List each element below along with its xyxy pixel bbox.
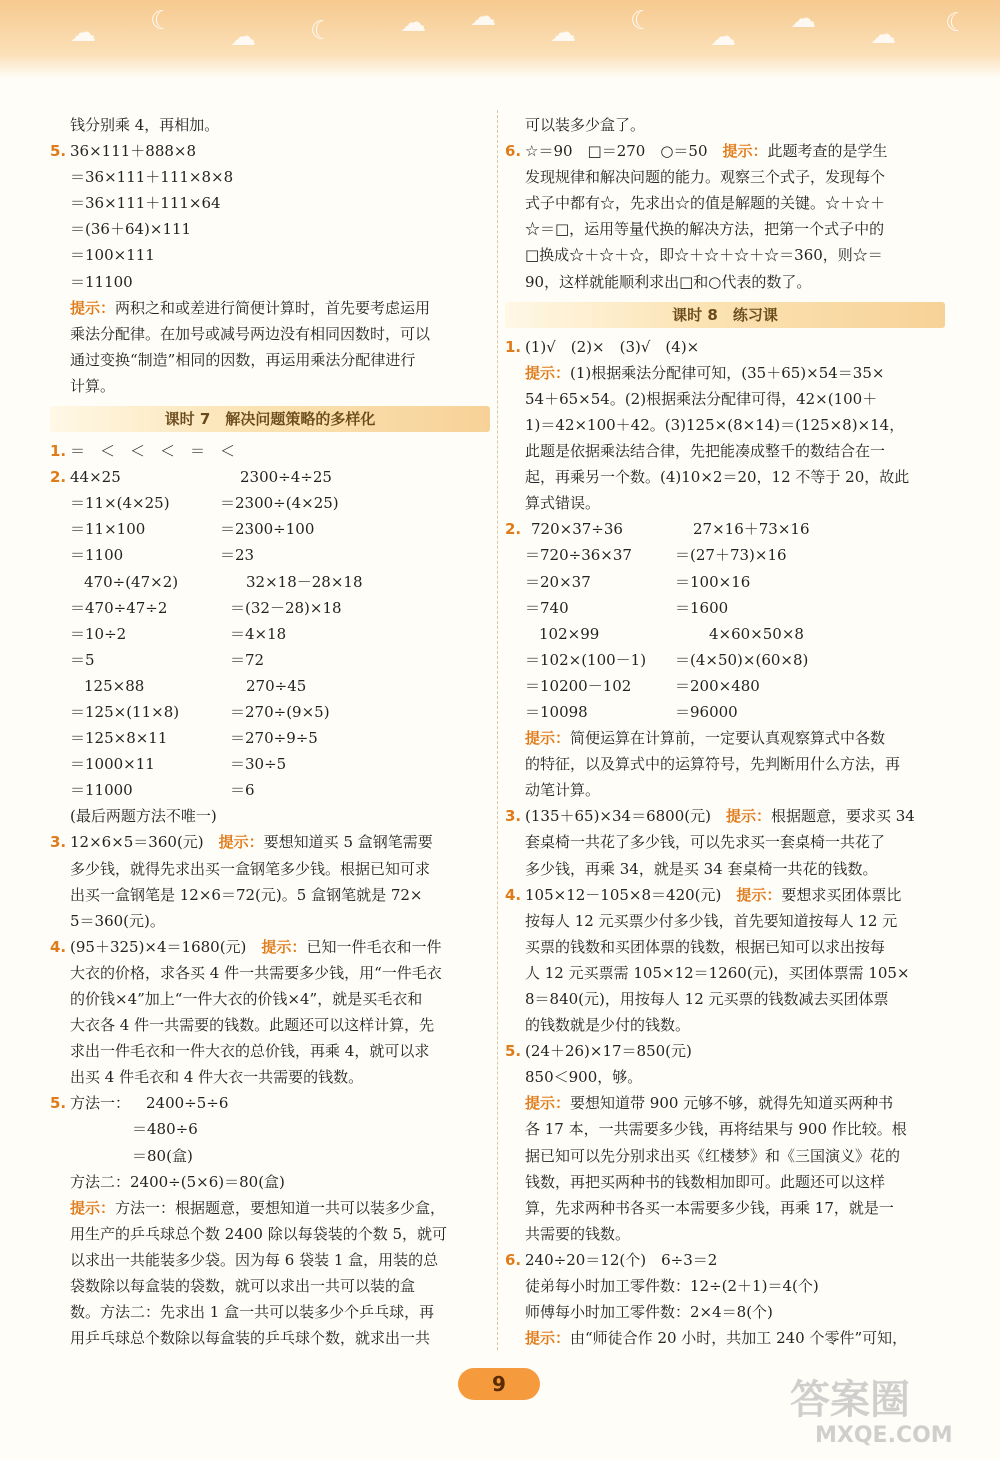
- answer-text: 师傅每小时加工零件数：2×4＝8(个): [525, 1303, 773, 1322]
- question-number: 1.: [50, 442, 67, 461]
- answer-text: 850＜900，够。: [525, 1068, 643, 1087]
- header-banner: [0, 0, 1000, 78]
- equation-line: 470÷(47×2): [84, 572, 179, 591]
- hint-text: 用生产的乒乓球总个数 2400 除以每袋装的个数 5，就可: [70, 1224, 448, 1243]
- hint-text: 求出一件毛衣和一件大衣的总价钱，再乘 4，就可以求: [70, 1042, 430, 1061]
- question-number: 1.: [505, 337, 522, 356]
- hint-text: 各 17 本，一共需要多少钱，再将结果与 900 作比较。根: [525, 1120, 907, 1139]
- hint-text: 5＝360(元)。: [70, 911, 165, 930]
- equation-line: ＝36×111＋111×64: [70, 194, 221, 213]
- hint-text: 式子中都有☆，先求出☆的值是解题的关键。☆＋☆＋: [525, 194, 886, 213]
- answer-text: (1)√ (2)× (3)√ (4)×: [525, 337, 700, 356]
- equation-line: ＝30÷5: [230, 755, 287, 774]
- equation-line: ＝4×18: [230, 624, 287, 643]
- hint-label: 提示：: [736, 885, 782, 904]
- cloud-icon: ☁: [870, 20, 896, 50]
- answer-text: (95＋325)×4＝1680(元): [70, 937, 262, 956]
- hint-label: 提示：: [525, 363, 571, 382]
- moon-icon: ☾: [630, 6, 654, 36]
- answer-text: ＝ ＜ ＜ ＜ ＝ ＜: [70, 442, 236, 461]
- right-column: [505, 112, 945, 1351]
- hint-text: 的钱数就是少付的钱数。: [525, 1016, 691, 1035]
- equation-line: ＝5: [70, 650, 95, 669]
- equation-line: 方法二：2400÷(5×6)＝80(盒): [70, 1172, 285, 1191]
- moon-icon: ☾: [945, 8, 969, 38]
- hint-label: 提示：: [218, 833, 264, 852]
- equation-line: ＝2300÷(4×25): [220, 494, 339, 513]
- hint-text: 数。方法二：先求出 1 盒一共可以装多少个乒乓球，再: [70, 1303, 435, 1322]
- hint-text: 钱数，再把买两种书的钱数相加即可。此题还可以这样: [525, 1172, 886, 1191]
- hint-label: 提示：: [525, 729, 571, 748]
- equation-line: 720×37÷36: [531, 520, 623, 539]
- equation-line: ＝720÷36×37: [525, 546, 632, 565]
- hint-label: 提示：: [70, 1198, 116, 1217]
- equation-line: 2300÷4÷25: [240, 468, 332, 487]
- hint-text: 此题考查的是学生: [767, 142, 888, 161]
- hint-text: 已知一件毛衣和一件: [306, 937, 442, 956]
- hint-text: 要想求买团体票比: [781, 885, 902, 904]
- hint-text: 根据题意，要求买 34: [770, 807, 915, 826]
- equation-line: ＝(4×50)×(60×8): [675, 650, 809, 669]
- watermark-logo: [790, 1368, 995, 1454]
- equation-line: 4×60×50×8: [709, 624, 804, 643]
- hint-label: 提示：: [722, 142, 768, 161]
- question-number: 2.: [505, 520, 522, 539]
- hint-text: 54＋65×54。(2)根据乘法分配律可得，42×(100＋: [525, 389, 878, 408]
- hint-text: 起，再乘另一个数。(4)10×2＝20，12 不等于 20，故此: [525, 468, 910, 487]
- text-line: 可以装多少盒了。: [525, 116, 646, 134]
- equation-line: 27×16＋73×16: [693, 520, 810, 539]
- hint-text: 以求出一共能装多少袋。因为每 6 袋装 1 盒，用装的总: [70, 1250, 439, 1269]
- equation-line: ＝1600: [675, 598, 729, 617]
- equation-line: ＝11×100: [70, 520, 146, 539]
- hint-text: 90，这样就能顺利求出□和○代表的数了。: [525, 272, 812, 291]
- question-number: 6.: [505, 142, 522, 161]
- hint-label: 提示：: [725, 807, 771, 826]
- hint-text: (1)根据乘法分配律可知，(35＋65)×54＝35×: [570, 363, 885, 382]
- hint-text: 要想知道买 5 盒钢笔需要: [263, 833, 433, 852]
- question-number: 5.: [50, 1094, 67, 1113]
- equation-line: ＝(36＋64)×111: [70, 220, 192, 239]
- equation-line: ＝(32－28)×18: [230, 598, 342, 617]
- hint-text: 的特征，以及算式中的运算符号，先判断用什么方法，再: [525, 755, 901, 774]
- equation-line: 102×99: [539, 624, 600, 643]
- equation-line: ＝10098: [525, 702, 588, 721]
- hint-text: 通过变换“制造”相同的因数，再运用乘法分配律进行: [70, 350, 416, 369]
- equation-line: ＝23: [220, 546, 255, 565]
- equation-line: ＝100×111: [70, 246, 155, 265]
- lesson-7-header: 课时 7 解决问题策略的多样化: [50, 406, 490, 432]
- equation-line: ＝1100: [70, 546, 124, 565]
- equation-line: ＝11×(4×25): [70, 494, 170, 513]
- equation-line: 2400÷5÷6: [146, 1094, 229, 1113]
- equation-line: ＝200×480: [675, 676, 760, 695]
- hint-text: 大衣各 4 件一共需要的钱数。此题还可以这样计算，先: [70, 1016, 435, 1035]
- hint-text: □换成☆＋☆＋☆，即☆＋☆＋☆＋☆＝360，则☆＝: [525, 246, 883, 265]
- method-label: 方法一：: [70, 1094, 131, 1113]
- moon-icon: ☾: [310, 16, 334, 46]
- hint-text: 出买一盒钢笔是 12×6＝72(元)。5 盒钢笔就是 72×: [70, 885, 423, 904]
- equation-line: ＝740: [525, 598, 569, 617]
- equation-line: ＝10200－102: [525, 676, 632, 695]
- equation-line: ＝2300÷100: [220, 520, 315, 539]
- hint-text: 袋数除以每盒装的袋数，就可以求出一共可以装的盒: [70, 1277, 416, 1296]
- answer-text: ☆＝90 □＝270 ○＝50: [525, 142, 723, 161]
- cloud-icon: ☁: [230, 22, 256, 52]
- cloud-icon: ☁: [550, 18, 576, 48]
- equation-line: ＝72: [230, 650, 265, 669]
- equation-line: ＝100×16: [675, 572, 751, 591]
- equation-line: 125×88: [84, 676, 145, 695]
- equation-line: ＝96000: [675, 702, 738, 721]
- hint-text: 乘法分配律。在加号或减号两边没有相同因数时，可以: [70, 324, 431, 343]
- equation-line: 270÷45: [246, 676, 307, 695]
- hint-text: 要想知道带 900 元够不够，就得先知道买两种书: [570, 1094, 894, 1113]
- equation-line: 36×111＋888×8: [70, 142, 197, 161]
- moon-icon: ☾: [150, 6, 174, 36]
- hint-text: 出买 4 件毛衣和 4 件大衣一共需要的钱数。: [70, 1068, 364, 1087]
- answer-text: 105×12－105×8＝420(元): [525, 885, 737, 904]
- equation-line: ＝80(盒): [132, 1146, 193, 1165]
- column-divider: [497, 110, 498, 1350]
- question-number: 5.: [505, 1042, 522, 1061]
- question-number: 6.: [505, 1250, 522, 1269]
- hint-text: 1)＝42×100＋42。(3)125×(8×14)＝(125×8)×14，: [525, 415, 905, 434]
- text-line: 钱分别乘 4，再相加。: [70, 116, 220, 134]
- equation-line: 32×18－28×18: [246, 572, 363, 591]
- hint-text: 动笔计算。: [525, 781, 601, 800]
- cloud-icon: ☁: [400, 8, 426, 38]
- answer-text: 12×6×5＝360(元): [70, 833, 219, 852]
- hint-text: 套桌椅一共花了多少钱，可以先求买一套桌椅一共花了: [525, 833, 886, 852]
- answer-text: 徒弟每小时加工零件数：12÷(2＋1)＝4(个): [525, 1277, 819, 1296]
- question-number: 3.: [50, 833, 67, 852]
- answer-text: (135＋65)×34＝6800(元): [525, 807, 726, 826]
- cloud-icon: ☁: [70, 18, 96, 48]
- hint-text: 算式错误。: [525, 494, 601, 513]
- equation-line: ＝270÷9÷5: [230, 729, 318, 748]
- equation-line: ＝125×(11×8): [70, 702, 180, 721]
- left-column: [50, 112, 490, 1351]
- hint-text: 由“师徒合作 20 小时，共加工 240 个零件”可知，: [570, 1329, 908, 1348]
- hint-label: 提示：: [525, 1329, 571, 1348]
- hint-text: 简便运算在计算前，一定要认真观察算式中各数: [570, 729, 886, 748]
- equation-line: ＝1000×11: [70, 755, 155, 774]
- hint-text: 两积之和或差进行简便计算时，首先要考虑运用: [115, 298, 431, 317]
- hint-label: 提示：: [70, 298, 116, 317]
- equation-line: ＝470÷47÷2: [70, 598, 168, 617]
- hint-text: 据已知可以先分别求出买《红楼梦》和《三国演义》花的: [525, 1146, 901, 1165]
- hint-text: 用乒乓球总个数除以每盒装的乒乓球个数，就求出一共: [70, 1329, 431, 1348]
- answer-text: (24＋26)×17＝850(元): [525, 1042, 692, 1061]
- equation-line: ＝36×111＋111×8×8: [70, 168, 234, 187]
- question-number: 2.: [50, 468, 67, 487]
- hint-text: 的价钱×4”加上“一件大衣的价钱×4”，就是买毛衣和: [70, 990, 423, 1008]
- page-number-badge: 9: [458, 1368, 540, 1400]
- hint-text: 此题是依据乘法结合律，先把能凑成整千的数结合在一: [525, 442, 886, 461]
- answer-text: 240÷20＝12(个) 6÷3＝2: [525, 1250, 718, 1269]
- hint-text: 人 12 元买票需 105×12＝1260(元)，买团体票需 105×: [525, 963, 910, 982]
- hint-text: 方法一：根据题意，要想知道一共可以装多少盒，: [115, 1198, 446, 1217]
- hint-text: 买票的钱数和买团体票的钱数，根据已知可以求出按每: [525, 937, 886, 956]
- note-text: (最后两题方法不唯一): [70, 807, 217, 826]
- hint-text: 多少钱，就得先求出买一盒钢笔多少钱。根据已知可求: [70, 859, 431, 878]
- question-number: 4.: [50, 937, 67, 956]
- equation-line: 44×25: [70, 468, 121, 487]
- equation-line: ＝11000: [70, 781, 133, 800]
- equation-line: ＝20×37: [525, 572, 591, 591]
- lesson-8-header: 课时 8 练习课: [505, 302, 945, 328]
- watermark-text: 答案圈: [790, 1377, 910, 1423]
- equation-line: ＝102×(100－1): [525, 650, 647, 669]
- equation-line: ＝270÷(9×5): [230, 702, 330, 721]
- equation-line: ＝125×8×11: [70, 729, 168, 748]
- watermark-url: MXQE.COM: [815, 1423, 953, 1448]
- hint-text: ☆＝□，运用等量代换的解决方法，把第一个式子中的: [525, 220, 885, 239]
- equation-line: ＝11100: [70, 272, 133, 291]
- question-number: 3.: [505, 807, 522, 826]
- hint-text: 8＝840(元)，用按每人 12 元买票的钱数减去买团体票: [525, 990, 889, 1008]
- hint-text: 算，先求两种书各买一本需要多少钱，再乘 17，就是一: [525, 1198, 894, 1217]
- cloud-icon: ☁: [470, 2, 496, 32]
- hint-label: 提示：: [261, 937, 307, 956]
- cloud-icon: ☁: [790, 4, 816, 34]
- hint-text: 发现规律和解决问题的能力。观察三个式子，发现每个: [525, 168, 886, 187]
- question-number: 5.: [50, 142, 67, 161]
- equation-line: ＝6: [230, 781, 255, 800]
- hint-text: 共需要的钱数。: [525, 1224, 631, 1243]
- cloud-icon: ☁: [710, 22, 736, 52]
- hint-text: 多少钱，再乘 34，就是买 34 套桌椅一共花的钱数。: [525, 859, 878, 878]
- hint-text: 大衣的价格，求各买 4 件一共需要多少钱，用“一件毛衣: [70, 963, 442, 982]
- question-number: 4.: [505, 885, 522, 904]
- hint-text: 计算。: [70, 376, 116, 395]
- hint-label: 提示：: [525, 1094, 571, 1113]
- equation-line: ＝480÷6: [132, 1120, 198, 1139]
- hint-text: 按每人 12 元买票少付多少钱，首先要知道按每人 12 元: [525, 911, 898, 930]
- equation-line: ＝(27＋73)×16: [675, 546, 787, 565]
- equation-line: ＝10÷2: [70, 624, 127, 643]
